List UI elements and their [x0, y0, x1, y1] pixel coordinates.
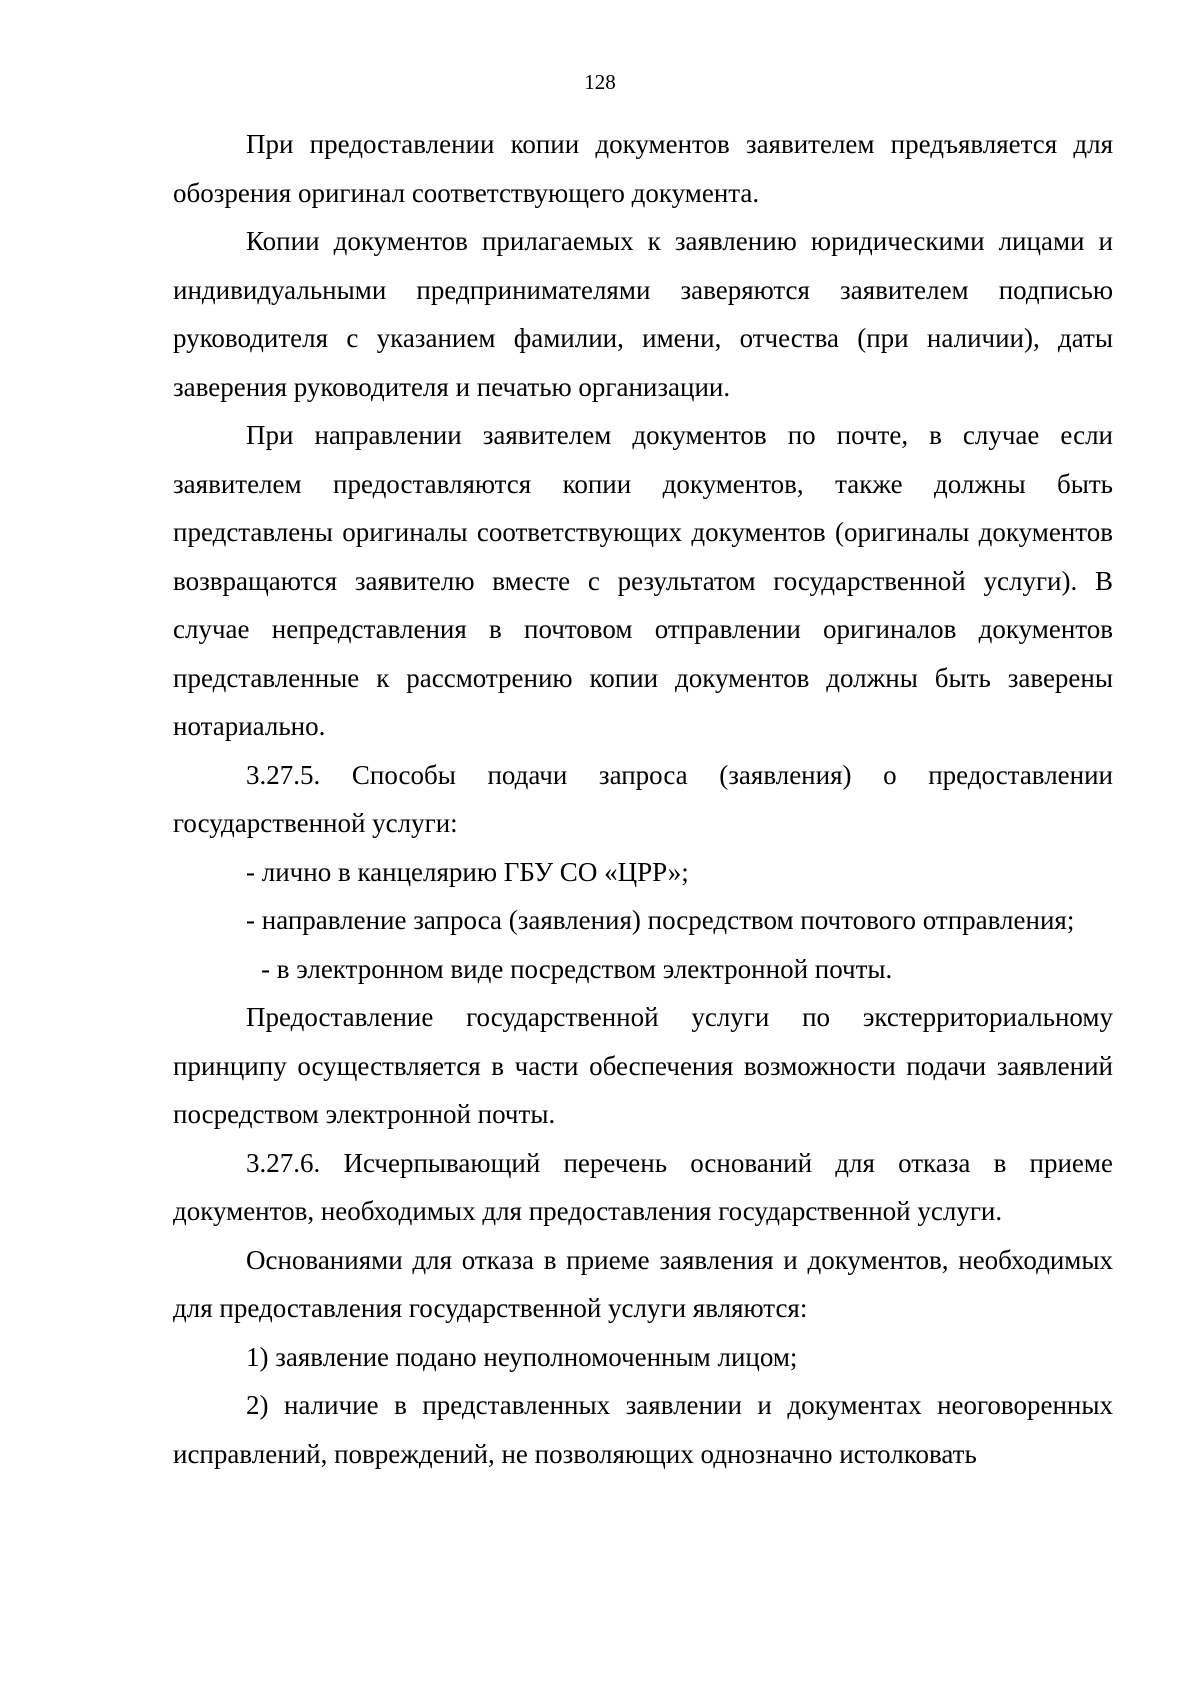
paragraph-extraterritorial: Предоставление государственной услуги по экстерриториальному принципу осуществляется в части обеспечения возможности подачи заявлений посредством электронной почты. [173, 1002, 1113, 1129]
page-number: 128 [584, 70, 616, 94]
paragraph-copies-certification: Копии документов прилагаемых к заявлению юридическими лицами и индивидуальными предпринимателями заверяются заявителем подписью руководителя с указанием фамилии, имени, отчества (при наличии), даты заверения руководителя и печатью организации. [173, 226, 1113, 402]
list-item-postal: - направление запроса (заявления) посредством почтового отправления; [246, 905, 1075, 935]
list-item-in-person: - лично в канцелярию ГБУ СО «ЦРР»; [246, 856, 689, 887]
paragraph-copy-original: При предоставлении копии документов заявителем предъявляется для обозрения оригинал соответствующего документа. [173, 129, 1113, 208]
paragraph-postal-submission: При направлении заявителем документов по почте, в случае если заявителем предоставляются копии документов, также должны быть представлены оригиналы соответствующих документов (оригиналы документов возвращаются заявителю вместе с результатом государственной услуги). В случае непредставления в почтовом отправлении оригиналов документов представленные к рассмотрению копии документов должны быть заверены нотариально. [173, 420, 1113, 741]
document-body [173, 120, 1113, 1478]
list-item-unspecified-corrections: 2) наличие в представленных заявлении и документах неоговоренных исправлений, повреждений, не позволяющих однозначно истолковать [173, 1390, 1113, 1469]
paragraph-section-3-27-6: 3.27.6. Исчерпывающий перечень оснований для отказа в приеме документов, необходимых для предоставления государственной услуги. [173, 1147, 1113, 1226]
list-item-unauthorized-person: 1) заявление подано неуполномоченным лицом; [246, 1341, 798, 1372]
paragraph-refusal-grounds: Основаниями для отказа в приеме заявления и документов, необходимых для предоставления государственной услуги являются: [173, 1244, 1113, 1323]
paragraph-section-3-27-5: 3.27.5. Способы подачи запроса (заявления) о предоставлении государственной услуги: [173, 759, 1113, 838]
list-item-electronic: - в электронном виде посредством электронной почты. [261, 953, 893, 984]
